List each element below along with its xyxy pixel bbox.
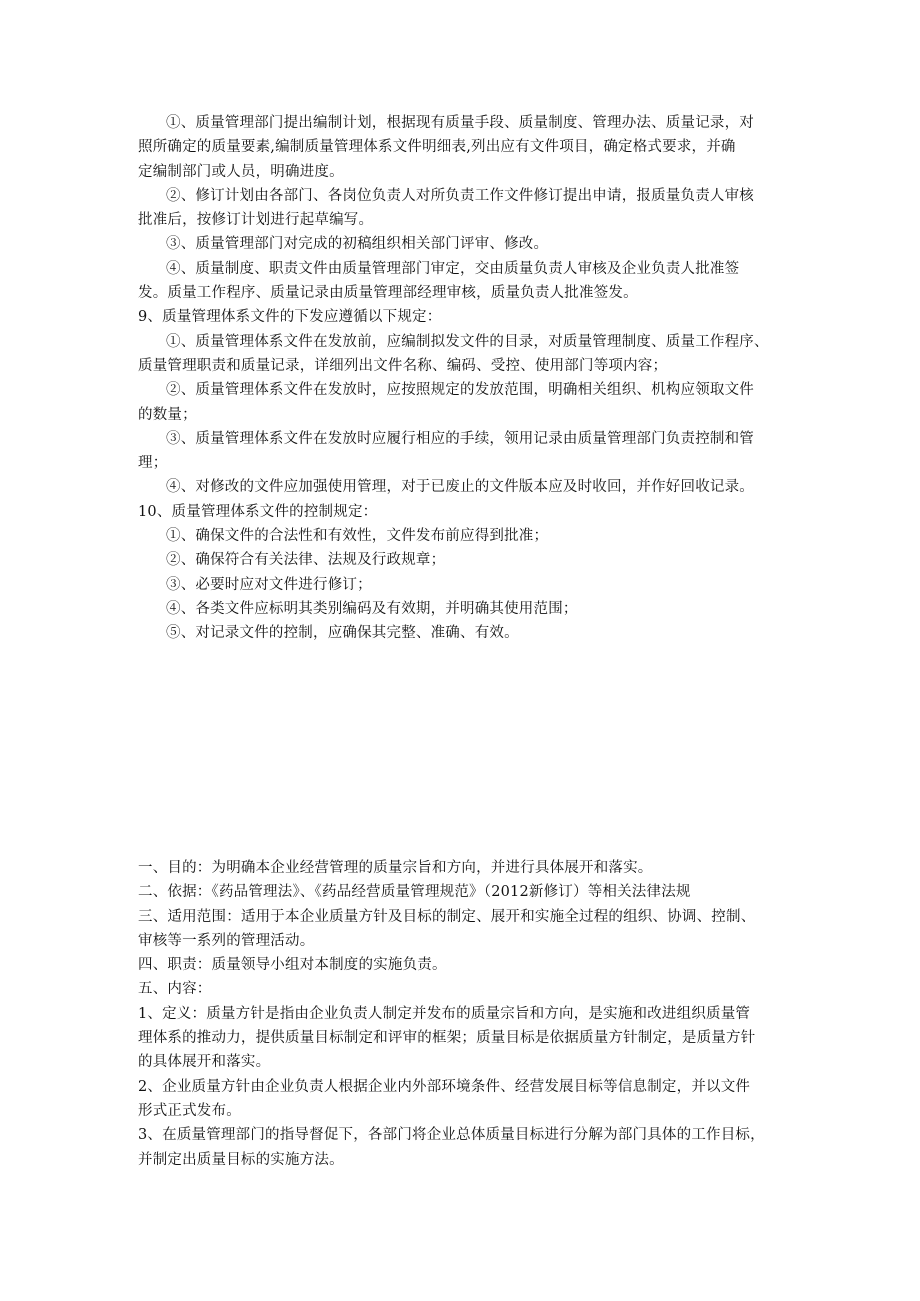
- text-line: 四、职责：质量领导小组对本制度的实施负责。: [138, 957, 447, 974]
- text-line: 照所确定的质量要素,编制质量管理体系文件明细表,列出应有文件项目，确定格式要求，并确: [138, 139, 736, 156]
- text-line: ④、各类文件应标明其类别编码及有效期，并明确其使用范围；: [166, 600, 578, 617]
- text-line: 三、适用范围：适用于本企业质量方针及目标的制定、展开和实施全过程的组织、协调、控制、: [138, 908, 756, 925]
- text-line: 3、在质量管理部门的指导督促下，各部门将企业总体质量目标进行分解为部门具体的工作目标，: [138, 1127, 765, 1144]
- text-line: ②、修订计划由各部门、各岗位负责人对所负责工作文件修订提出申请，报质量负责人审核: [166, 187, 754, 204]
- text-line: ①、质量管理体系文件在发放前，应编制拟发文件的目录，对质量管理制度、质量工作程序、: [166, 333, 769, 350]
- text-line: ④、质量制度、职责文件由质量管理部门审定，交由质量负责人审核及企业负责人批准签: [166, 260, 740, 277]
- quality-policy-section: [138, 856, 798, 1172]
- text-line: 批准后，按修订计划进行起草编写。: [138, 212, 374, 229]
- text-line: ④、对修改的文件应加强使用管理，对于已废止的文件版本应及时收回，并作好回收记录。: [166, 479, 754, 496]
- text-line: 质量管理职责和质量记录，详细列出文件名称、编码、受控、使用部门等项内容；: [138, 357, 668, 374]
- text-line: 理体系的推动力，提供质量目标制定和评审的框架；质量目标是依据质量方针制定，是质量方针: [138, 1030, 756, 1047]
- text-line: 9、质量管理体系文件的下发应遵循以下规定：: [138, 309, 442, 326]
- text-line: ①、确保文件的合法性和有效性，文件发布前应得到批准；: [166, 528, 549, 545]
- text-line: 二、依据：《药品管理法》、《药品经营质量管理规范》（2012新修订）等相关法律法规: [138, 884, 691, 901]
- text-line: 的数量；: [138, 406, 197, 423]
- text-line: ①、质量管理部门提出编制计划，根据现有质量手段、质量制度、管理办法、质量记录，对: [166, 115, 754, 131]
- text-line: 形式正式发布。: [138, 1102, 241, 1119]
- quality-document-control-section: [138, 111, 798, 646]
- text-line: 审核等一系列的管理活动。: [138, 932, 315, 949]
- text-line: ③、质量管理部门对完成的初稿组织相关部门评审、修改。: [166, 236, 549, 253]
- text-line: ②、质量管理体系文件在发放时，应按照规定的发放范围，明确相关组织、机构应领取文件: [166, 382, 754, 399]
- text-line: 的具体展开和落实。: [138, 1054, 271, 1071]
- text-line: 定编制部门或人员，明确进度。: [138, 163, 344, 180]
- text-line: ⑤、对记录文件的控制，应确保其完整、准确、有效。: [166, 625, 519, 642]
- text-line: 并制定出质量目标的实施方法。: [138, 1151, 344, 1168]
- text-line: 2、企业质量方针由企业负责人根据企业内外部环境条件、经营发展目标等信息制定，并以文件: [138, 1078, 751, 1095]
- text-line: 发。质量工作程序、质量记录由质量管理部经理审核，质量负责人批准签发。: [138, 285, 638, 302]
- text-line: ③、必要时应对文件进行修订；: [166, 576, 372, 593]
- text-line: ②、确保符合有关法律、法规及行政规章；: [166, 552, 446, 569]
- text-line: ③、质量管理体系文件在发放时应履行相应的手续，领用记录由质量管理部门负责控制和管: [166, 430, 754, 447]
- text-line: 1、定义：质量方针是指由企业负责人制定并发布的质量宗旨和方向，是实施和改进组织质量管: [138, 1005, 751, 1022]
- text-line: 10、质量管理体系文件的控制规定：: [138, 503, 378, 520]
- text-line: 一、目的：为明确本企业经营管理的质量宗旨和方向，并进行具体展开和落实。: [138, 860, 653, 876]
- text-line: 理；: [138, 455, 168, 472]
- text-line: 五、内容：: [138, 981, 212, 998]
